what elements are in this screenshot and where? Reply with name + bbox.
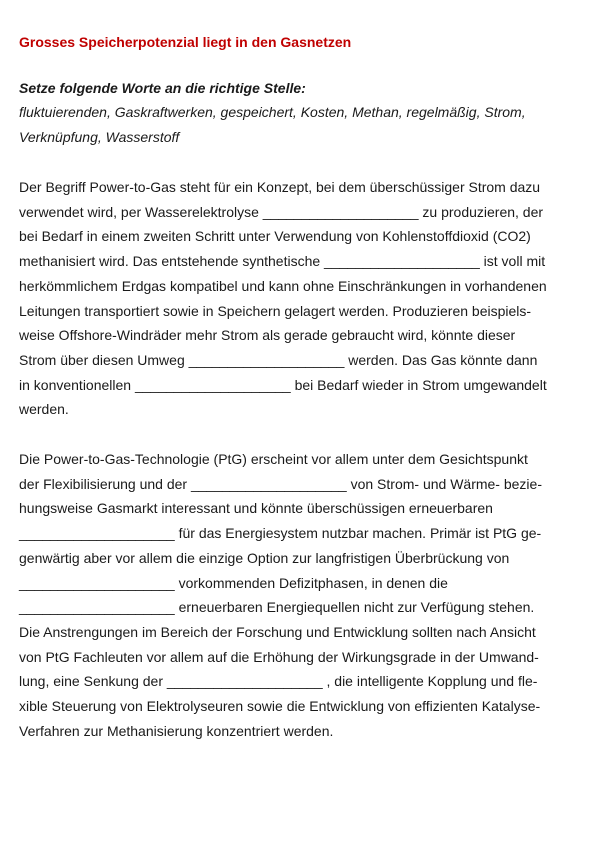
paragraph-2 <box>19 447 579 743</box>
text-line: in konventionellen ____________________ bei Bedarf wieder in Strom umgewandelt <box>19 376 547 393</box>
page-title: Grosses Speicherpotenzial liegt in den Gasnetzen <box>19 34 352 50</box>
text-line: Der Begriff Power-to-Gas steht für ein Konzept, bei dem überschüssiger Strom dazu <box>19 179 541 195</box>
text-line: hungsweise Gasmarkt interessant und könnte überschüssigen erneuerbaren <box>19 500 493 517</box>
text-line: Strom über diesen Umweg ____________________ werden. Das Gas könnte dann <box>19 351 538 368</box>
document-page <box>19 30 579 743</box>
text-line: ____________________ erneuerbaren Energiequellen nicht zur Verfügung stehen. <box>19 599 535 616</box>
text-line: der Flexibilisierung und der ____________________ von Strom- und Wärme- bezie- <box>19 475 542 492</box>
text-line: werden. <box>19 401 69 418</box>
text-line: genwärtig aber vor allem die einzige Option zur langfristigen Überbrückung von <box>19 549 510 566</box>
text-line: ____________________ für das Energiesystem nutzbar machen. Primär ist PtG ge- <box>19 525 542 542</box>
text-line: lung, eine Senkung der ____________________ , die intelligente Kopplung und fle- <box>19 673 538 690</box>
task-heading: Setze folgende Worte an die richtige Stelle: <box>19 80 306 96</box>
text-line: Die Anstrengungen im Bereich der Forschung und Entwicklung sollten nach Ansicht <box>19 623 536 640</box>
text-line: ____________________ vorkommenden Defizitphasen, in denen die <box>19 574 448 591</box>
text-line: Die Power-to-Gas-Technologie (PtG) erscheint vor allem unter dem Gesichtspunkt <box>19 451 528 468</box>
text-line: bei Bedarf in einem zweiten Schritt unter Verwendung von Kohlenstoffdioxid (CO2) <box>19 228 531 245</box>
text-line: fluktuierenden, Gaskraftwerken, gespeichert, Kosten, Methan, regelmäßig, Strom, <box>19 104 526 120</box>
text-line: methanisiert wird. Das entstehende synthetische ____________________ ist voll mit <box>19 253 546 270</box>
text-line: Verknüpfung, Wasserstoff <box>19 128 180 145</box>
paragraph-1 <box>19 175 579 422</box>
text-line: verwendet wird, per Wasserelektrolyse ____________________ zu produzieren, der <box>19 203 544 220</box>
text-line: xible Steuerung von Elektrolyseuren sowie die Entwicklung von effizienten Katalyse- <box>19 698 541 715</box>
text-line: herkömmlichem Erdgas kompatibel und kann ohne Einschränkungen in vorhandenen <box>19 277 547 294</box>
text-line: Verfahren zur Methanisierung konzentriert werden. <box>19 722 334 739</box>
text-line: Leitungen transportiert sowie in Speichern gelagert werden. Produzieren beispiels- <box>19 302 532 319</box>
text-line: von PtG Fachleuten vor allem auf die Erhöhung der Wirkungsgrade in der Umwand- <box>19 648 539 665</box>
text-line: weise Offshore-Windräder mehr Strom als gerade gebraucht wird, könnte dieser <box>19 327 516 344</box>
word-list <box>19 100 579 149</box>
